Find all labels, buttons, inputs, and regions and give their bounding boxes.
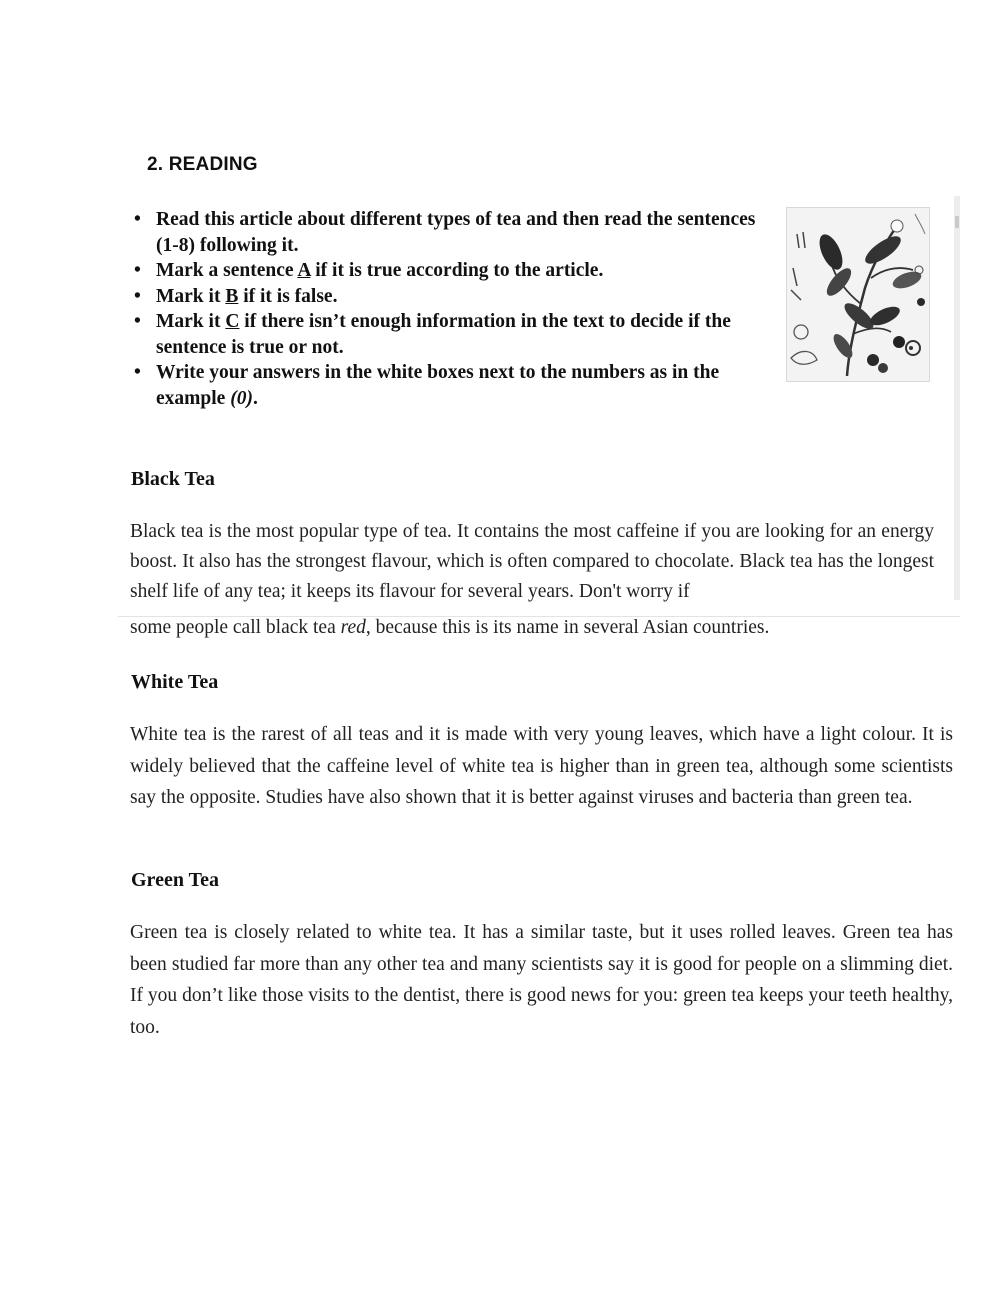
section-title: 2. READING <box>147 154 258 175</box>
instruction-text: if there isn’t enough information in the text to decide if the sentence is true or not. <box>156 311 731 358</box>
instruction-list <box>134 207 774 411</box>
black-tea-scroll-area <box>0 512 1000 604</box>
black-tea-continued-text: some people call black tea <box>130 617 341 638</box>
black-tea-continued <box>130 617 769 639</box>
instruction-item <box>134 284 774 310</box>
instruction-item <box>134 360 774 411</box>
black-tea-continued-text: , because this is its name in several Asian countries. <box>365 617 770 638</box>
white-tea-heading: White Tea <box>131 671 219 693</box>
instruction-text: Read this article about different types of tea and then read the sentences (1-8) following it. <box>156 209 756 256</box>
answer-letter-a: A <box>297 260 311 281</box>
black-tea-italic-word: red <box>340 617 366 638</box>
instruction-text: if it is false. <box>238 285 338 307</box>
green-tea-paragraph: Green tea is closely related to white tea. It has a similar taste, but it uses rolled leaves. Green tea has been studied far more than any other tea and many scientists say it is good for people on a slimming diet. If you don’t like those visits to the dentist, there is good news for you: green tea keeps your teeth healthy, too. <box>130 922 953 1038</box>
answer-letter-c: C <box>225 311 240 332</box>
black-tea-heading: Black Tea <box>131 468 215 490</box>
black-tea-paragraph: Black tea is the most popular type of tea. It contains the most caffeine if you are looking for an energy boost. It also has the strongest flavour, which is often compared to chocolate. Black tea has the longest shelf life of any tea; it keeps its flavour for several years. Don't worry if <box>130 521 934 602</box>
instruction-text: Mark it <box>156 311 226 332</box>
instruction-item <box>134 258 774 284</box>
white-tea-paragraph: White tea is the rarest of all teas and it is made with very young leaves, which have a light colour. It is widely believed that the caffeine level of white tea is higher than in green tea, although some scientists say the opposite. Studies have also shown that it is better against viruses and bacteria than green tea. <box>130 724 953 808</box>
tea-plant-botanical-icon <box>787 208 929 381</box>
instruction-text: Write your answers in the white boxes next to the numbers as in the example <box>156 362 720 409</box>
instruction-text: Mark it <box>156 285 226 307</box>
tea-plant-illustration <box>786 207 930 382</box>
instruction-text: Mark a sentence <box>156 260 298 281</box>
instruction-text: if it is true according to the article. <box>310 260 604 281</box>
instruction-item <box>134 207 774 258</box>
answer-letter-b: B <box>225 285 239 307</box>
instruction-text: . <box>252 387 258 409</box>
scrollbar-thumb[interactable] <box>955 216 959 228</box>
example-marker: (0) <box>230 387 253 409</box>
green-tea-heading: Green Tea <box>131 869 219 891</box>
instruction-item <box>134 309 774 360</box>
